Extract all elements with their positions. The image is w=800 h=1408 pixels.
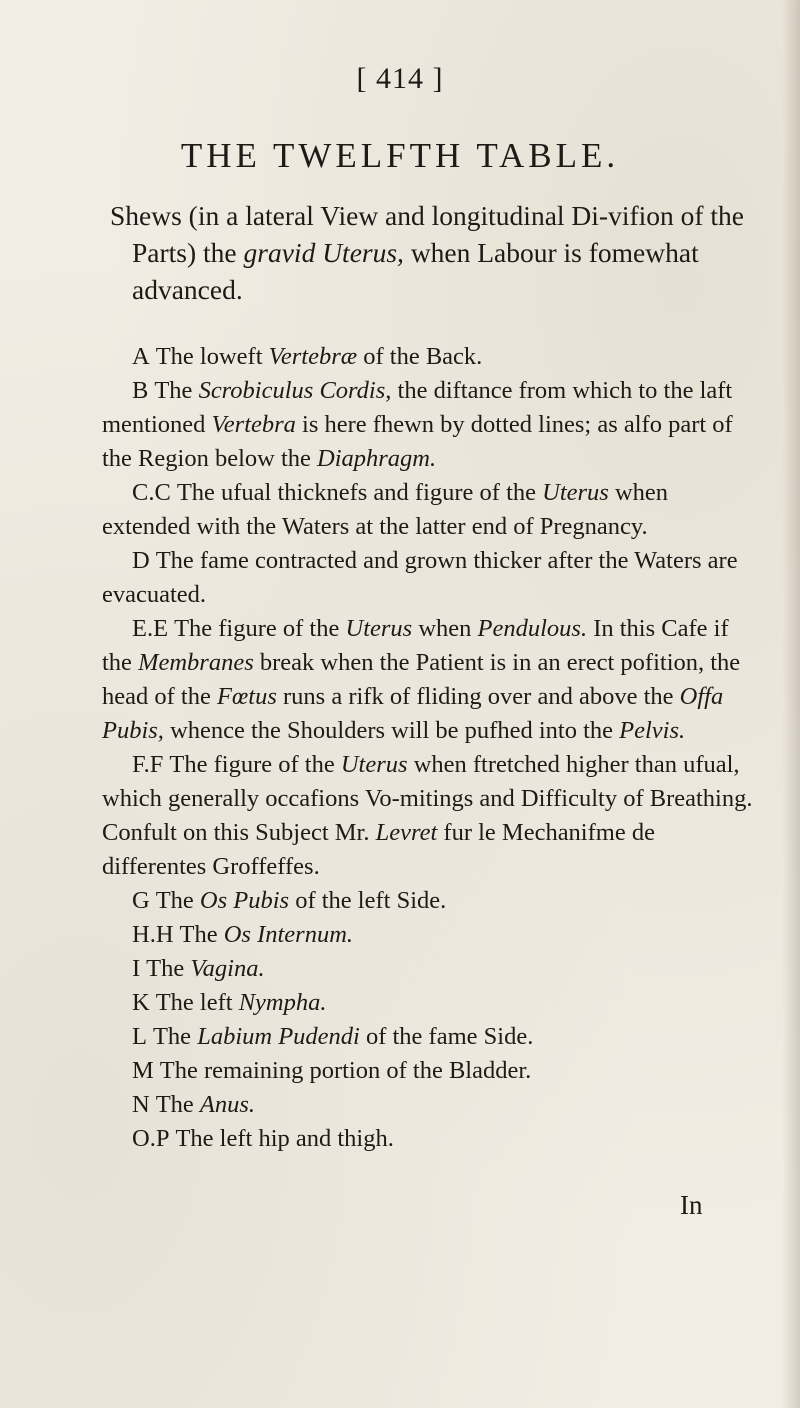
legend-entry-n: [102, 1088, 762, 1122]
entry-text: The remaining portion of the Bladder.: [159, 1057, 532, 1084]
entry-label: K: [132, 989, 150, 1016]
entry-italic: Pelvis.: [619, 717, 686, 744]
legend-entry-g: [102, 884, 762, 918]
page-title: THE TWELFTH TABLE.: [180, 136, 620, 175]
entry-label: B: [132, 377, 149, 404]
entry-text: of the Back.: [357, 343, 483, 370]
catchword: In: [680, 1190, 703, 1220]
legend-entry-hh: [102, 918, 762, 952]
entry-text: when extended with the Waters at the latter end of Pregnancy.: [102, 479, 669, 540]
entry-italic: Offa Pubis,: [102, 683, 724, 744]
intro-text-1: Shews (in a lateral View and longitudinal Di-vifion of the Parts) the: [110, 200, 745, 268]
entry-text: In this Cafe if the: [102, 615, 729, 676]
intro-text-2: when Labour is fomewhat advanced.: [132, 237, 699, 305]
entry-italic: Diaphragm.: [317, 445, 437, 472]
entry-text: of the left Side.: [289, 887, 447, 914]
entry-italic: Uterus: [340, 751, 408, 778]
entry-text: the diftance from which to the laft mentioned: [102, 377, 733, 438]
legend-entry-ee: [102, 612, 762, 748]
entry-text: whence the Shoulders will be pufhed into the: [163, 717, 620, 744]
entry-label: H.H: [132, 921, 174, 948]
entry-italic: Levret: [375, 819, 438, 846]
intro-italic: gravid Uterus,: [243, 237, 404, 268]
entry-italic: Uterus: [542, 479, 609, 506]
entry-italic: Vagina.: [190, 955, 265, 982]
entry-text: The fame contracted and grown thicker after the Waters are evacuated.: [102, 547, 738, 608]
entry-italic: Vertebræ: [268, 343, 358, 370]
entry-label: N: [132, 1091, 150, 1118]
legend-entry-b: [102, 374, 762, 476]
entry-label: M: [132, 1057, 154, 1084]
entry-italic: Os Pubis: [199, 887, 290, 914]
entry-italic: Anus.: [199, 1091, 256, 1118]
intro-paragraph: [110, 197, 755, 308]
legend-entry-cc: [102, 476, 762, 544]
entry-text: when: [412, 615, 478, 642]
legend-entry-l: [102, 1020, 762, 1054]
entry-italic: Labium Pudendi: [197, 1023, 360, 1050]
legend-entry-ff: [102, 748, 762, 884]
entry-text: is here fhewn by dotted lines; as alfo part of the Region below the: [102, 411, 733, 472]
entry-text: The figure of the: [174, 615, 346, 642]
legend-entry-a: [102, 340, 762, 374]
entry-label: A: [132, 343, 150, 370]
entry-italic: Membranes: [138, 649, 254, 676]
page-edge-shadow: [782, 0, 800, 1408]
entry-italic: Os Internum.: [223, 921, 354, 948]
entry-text: fur le Mechanifme de differentes Groffeffes.: [102, 819, 655, 880]
entry-text: break when the Patient is in an erect pofition, the head of the: [102, 649, 741, 710]
entry-italic: Fœtus: [216, 683, 277, 710]
entry-label: I: [132, 955, 141, 982]
entry-text: The: [179, 921, 224, 948]
entry-text: The: [155, 887, 200, 914]
entry-text: The: [155, 1091, 200, 1118]
entry-text: The left: [155, 989, 239, 1016]
legend-entries: [102, 340, 762, 1156]
entry-label: F.F: [132, 751, 164, 778]
page-number: [ 414 ]: [356, 62, 444, 95]
entry-text: when ftretched higher than ufual, which generally occafions Vo-mitings and Difficulty of Breathing. Confult on this Subject Mr.: [102, 751, 753, 846]
entry-italic: Nympha.: [238, 989, 327, 1016]
entry-label: G: [132, 887, 150, 914]
entry-text: The: [152, 1023, 198, 1050]
entry-text: runs a rifk of fliding over and above the: [276, 683, 680, 710]
entry-italic: Vertebra: [211, 411, 296, 438]
entry-italic: Pendulous.: [477, 615, 588, 642]
legend-entry-op: [102, 1122, 762, 1156]
legend-entry-i: [102, 952, 762, 986]
entry-italic: Scrobiculus Cordis,: [198, 377, 392, 404]
entry-text: The: [154, 377, 199, 404]
entry-text: The ufual thicknefs and figure of the: [176, 479, 543, 506]
entry-text: The figure of the: [169, 751, 341, 778]
entry-text: of the fame Side.: [359, 1023, 534, 1050]
legend-entry-d: [102, 544, 762, 612]
legend-entry-m: [102, 1054, 762, 1088]
entry-label: O.P: [132, 1125, 170, 1152]
entry-text: The loweft: [155, 343, 269, 370]
entry-text: The: [146, 955, 191, 982]
entry-label: L: [132, 1023, 147, 1050]
entry-label: C.C: [132, 479, 171, 506]
entry-label: E.E: [132, 615, 169, 642]
legend-entry-k: [102, 986, 762, 1020]
entry-text: The left hip and thigh.: [175, 1125, 394, 1152]
entry-label: D: [132, 547, 150, 574]
entry-italic: Uterus: [345, 615, 413, 642]
